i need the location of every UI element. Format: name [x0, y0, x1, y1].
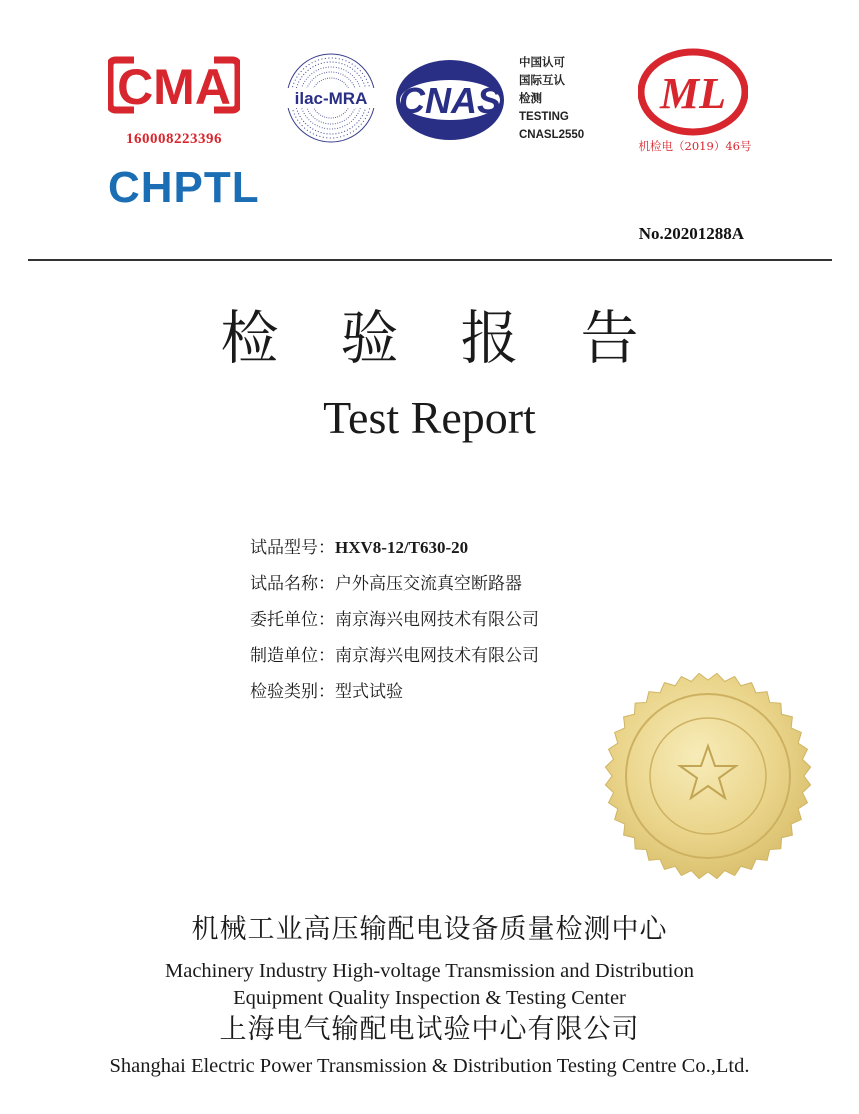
cnas-logo	[394, 58, 506, 142]
cnas-accreditation-text	[519, 54, 619, 144]
org-name-chinese-2: 上海电气输配电试验中心有限公司	[219, 1014, 640, 1045]
ml-logo-text: ML	[660, 69, 726, 118]
org-name-english-1-line-2: Equipment Quality Inspection & Testing Center	[233, 987, 626, 1009]
info-label: 试品型号：	[250, 538, 335, 558]
org-name-english-2: Shanghai Electric Power Transmission & Distribution Testing Centre Co.,Ltd.	[109, 1055, 750, 1077]
ml-caption: 机检电（2019）46号	[638, 139, 752, 153]
cnas-line: CNASL2550	[519, 129, 585, 141]
org-name-chinese-1: 机械工业高压输配电设备质量检测中心	[191, 914, 668, 945]
cma-number: 160008223396	[126, 131, 222, 147]
info-label: 试品名称：	[250, 574, 335, 594]
info-value: 型式试验	[335, 682, 403, 702]
title-chinese: 检验报告	[220, 304, 701, 372]
cnas-line: 中国认可	[519, 57, 565, 69]
info-value: HXV8-12/T630-20	[335, 538, 469, 557]
chptl-logo: CHPTL	[108, 163, 260, 212]
title-english: Test Report	[323, 392, 536, 443]
cnas-logo-text: CNAS	[398, 80, 502, 121]
info-row-client	[250, 608, 670, 644]
header-divider	[28, 259, 832, 261]
info-value: 南京海兴电网技术有限公司	[335, 646, 539, 666]
embossed-gold-seal	[602, 670, 814, 882]
info-row-name	[250, 572, 670, 608]
info-label: 检验类别：	[250, 682, 335, 702]
info-value: 户外高压交流真空断路器	[335, 574, 522, 594]
cnas-line: 国际互认	[519, 75, 565, 87]
report-number: No.20201288A	[638, 224, 744, 243]
info-row-model	[250, 536, 670, 572]
seal-scalloped-edge	[605, 673, 810, 878]
cma-logo	[108, 52, 240, 118]
ml-logo	[638, 48, 748, 136]
cnas-line: TESTING	[519, 111, 569, 123]
cma-logo-text: CMA	[117, 59, 231, 115]
info-label: 制造单位：	[250, 646, 335, 666]
ilac-logo-text: ilac-MRA	[294, 89, 368, 108]
cnas-line: 检测	[519, 93, 542, 105]
org-name-english-1-line-1: Machinery Industry High-voltage Transmission and Distribution	[165, 960, 694, 982]
info-value: 南京海兴电网技术有限公司	[335, 610, 539, 630]
info-label: 委托单位：	[250, 610, 335, 630]
ilac-mra-logo	[283, 48, 379, 148]
